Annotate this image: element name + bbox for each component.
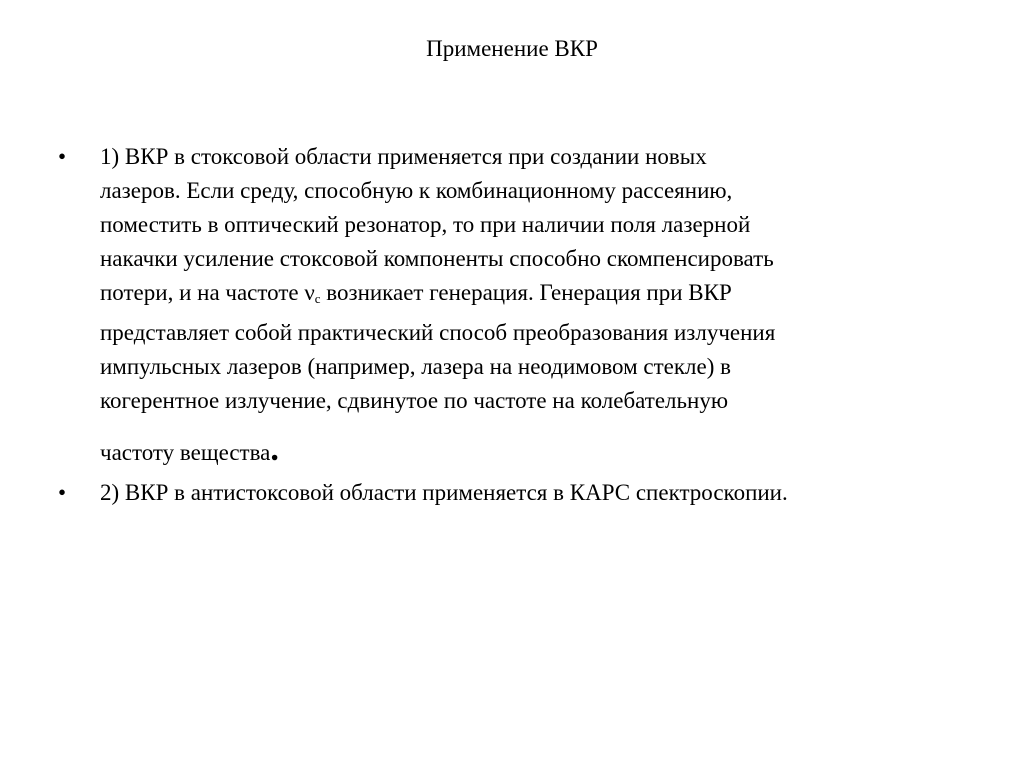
paragraph-line: когерентное излучение, сдвинутое по частоте на колебательную <box>100 388 728 413</box>
paragraph-line: импульсных лазеров (например, лазера на неодимовом стекле) в <box>100 354 731 379</box>
bullet-dot-icon: • <box>58 480 67 505</box>
bullet-item-antistokes <box>58 476 978 510</box>
paragraph-line: поместить в оптический резонатор, то при наличии поля лазерной <box>100 212 751 237</box>
paragraph-line: 1) ВКР в стоксовой области применяется при создании новых <box>100 144 707 169</box>
slide-title: Применение ВКР <box>426 36 598 61</box>
bullet-list <box>58 140 978 510</box>
paragraph-line-last <box>100 431 978 470</box>
frequency-subscript: c <box>314 291 321 306</box>
text-after-subscript: возникает генерация. Генерация при ВКР <box>320 280 732 305</box>
paragraph-end-period: . <box>270 431 279 468</box>
paragraph-line: представляет собой практический способ преобразования излучения <box>100 320 776 345</box>
bullet-dot-icon: • <box>58 144 67 169</box>
paragraph-line: накачки усиление стоксовой компоненты способно скомпенсировать <box>100 246 774 271</box>
bullet-item-stokes <box>58 140 978 470</box>
paragraph-line: лазеров. Если среду, способную к комбинационному рассеянию, <box>100 178 733 203</box>
paragraph-line: 2) ВКР в антистоксовой области применяется в КАРС спектроскопии. <box>100 480 788 505</box>
paragraph-line-frequency <box>100 276 978 316</box>
paragraph-line-text: частоту вещества <box>100 440 271 465</box>
text-before-subscript: потери, и на частоте ν <box>100 280 315 305</box>
